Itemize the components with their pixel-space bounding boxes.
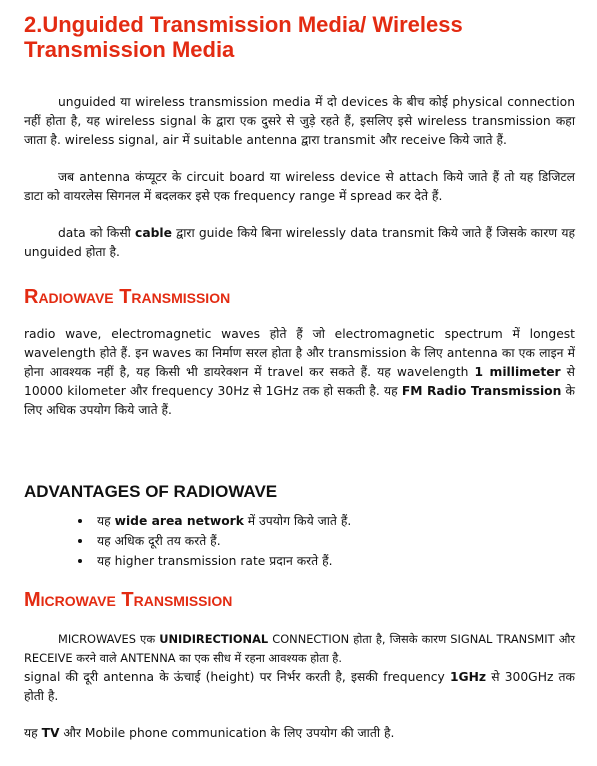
main-title-line1: 2.Unguided Transmission Media/ Wireless [24,12,463,37]
bold-cable: cable [135,225,172,240]
microwave-heading: Microwave Transmission [24,588,233,611]
bold-unidirectional: UNIDIRECTIONAL [159,631,269,646]
cable-paragraph: data को किसी cable द्वारा guide किये बिना wirelessly data transmit किये जाते हैं जिसके कारण यह unguided होता है. [24,225,575,259]
bullet-icon [78,559,82,563]
main-title [24,12,575,63]
list-item: यह अधिक दूरी तय करते हैं. [78,531,575,551]
advantages-heading: ADVANTAGES OF RADIOWAVE [24,481,278,501]
list-item: यह wide area network में उपयोग किये जाते हैं. [78,511,575,531]
advantages-list [24,511,575,571]
radiowave-heading: Radiowave Transmission [24,285,231,308]
antenna-paragraph: जब antenna कंप्यूटर के circuit board या wireless device से attach किये जाते हैं तो यह डिजिटल डाटा को वायरलेस सिगनल में बदलकर इसे एक frequency range में spread कर देते हैं. [24,169,575,203]
bold-fm-radio: FM Radio Transmission [401,383,562,398]
microwave-paragraph: MICROWAVES एक UNIDIRECTIONAL CONNECTION होता है, जिसके कारण SIGNAL TRANSMIT और RECEIVE करने वाले ANTENNA का एक सीध में रहना आवश्यक होता है. [24,631,576,665]
radiowave-paragraph: radio wave, electromagnetic waves होते हैं जो electromagnetic spectrum में longest wavelength होते हैं. इन waves का निर्माण सरल होता है और transmission के लिए antenna का एक लाइन में होना आवश्यक नहीं है, यह किसी भी डायरेक्शन में travel कर सकते हैं. यह wavelength 1 millimeter से 10000 kilometer और frequency 30Hz से 1GHz तक हो सकती है. यह FM Radio Transmission के लिए अधिक उपयोग किये जाते हैं. [24,326,575,417]
main-title-line2: Transmission Media [24,37,235,63]
intro-paragraph: unguided या wireless transmission media में दो devices के बीच कोई physical connection नहीं होता है, यह wireless signal के द्वारा एक दुसरे से जुड़े रहते हैं, इसलिए इसे wireless transmission कहा जाता है. wireless signal, air में suitable antenna द्वारा transmit और receive किये जाते हैं. [24,94,575,147]
list-item: यह higher transmission rate प्रदान करते हैं. [78,551,575,571]
tv-paragraph: यह TV और Mobile phone communication के लिए उपयोग की जाती है. [24,725,395,740]
bold-tv: TV [41,725,60,740]
bold-1ghz: 1GHz [449,669,487,684]
bold-wavelength: 1 millimeter [474,364,561,379]
bullet-icon [78,519,82,523]
bullet-icon [78,539,82,543]
signal-distance-paragraph: signal की दूरी antenna के ऊंचाई (height) पर निर्भर करती है, इसकी frequency 1GHz से 300GHz तक होती है. [24,669,576,703]
